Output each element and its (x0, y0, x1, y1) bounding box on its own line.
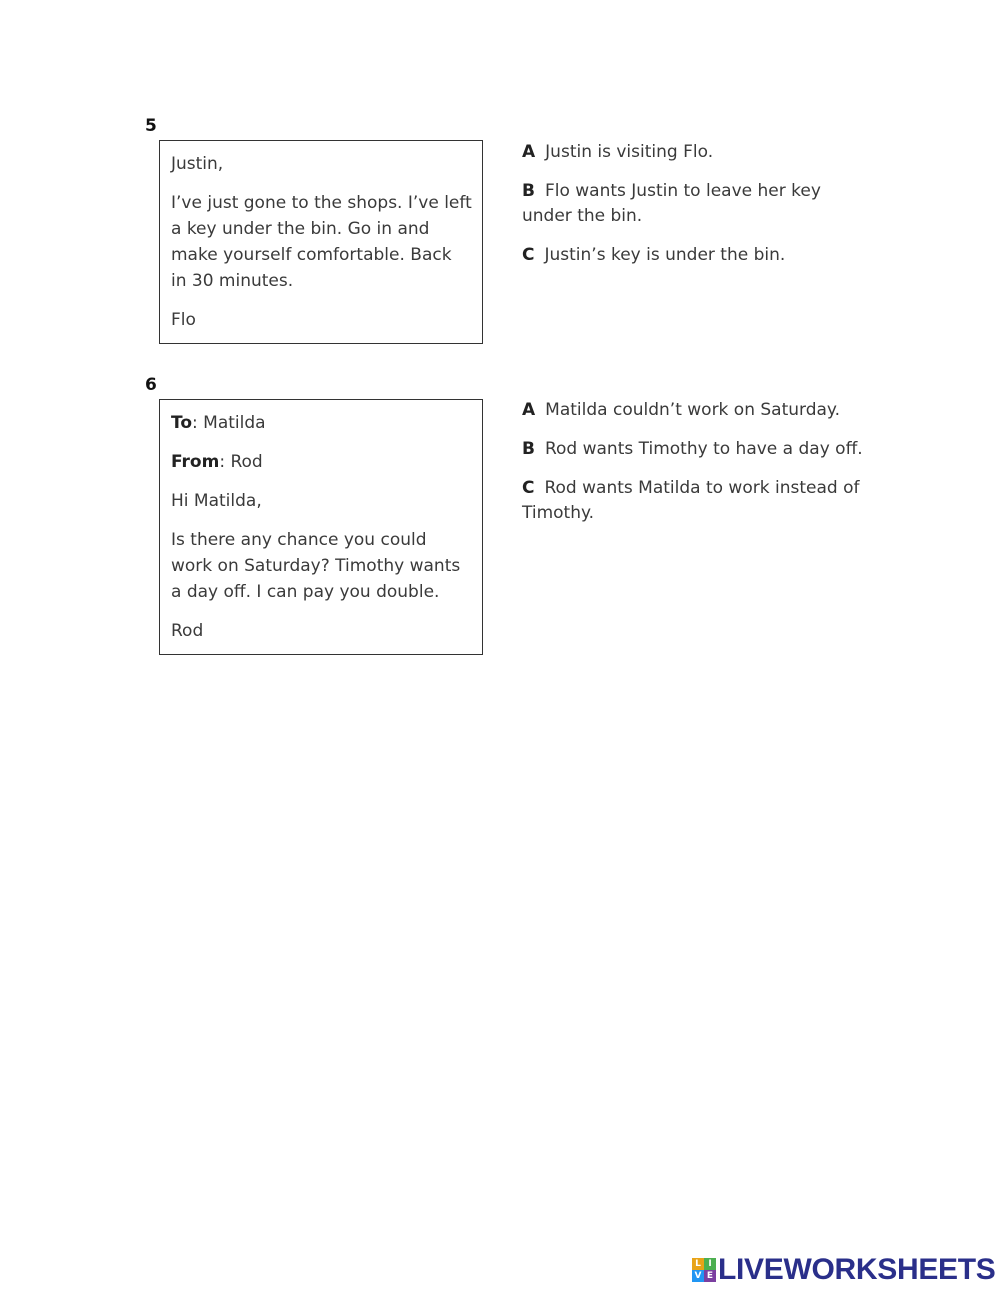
email-to-label: To (171, 413, 193, 433)
note-greeting: Justin, (171, 154, 224, 174)
email-to-value: : Matilda (192, 413, 266, 433)
options-5 (522, 140, 872, 282)
logo-text: LIVEWORKSHEETS (718, 1253, 996, 1286)
option-letter: C (522, 478, 535, 498)
option-letter: C (522, 245, 535, 265)
logo-tile-l: L (692, 1258, 704, 1270)
logo-tile-i: I (704, 1258, 716, 1270)
option-letter: A (522, 400, 536, 420)
email-greeting: Hi Matilda, (171, 491, 262, 511)
option-5c[interactable] (522, 243, 872, 268)
email-from-line (171, 449, 472, 475)
email-to-line (171, 410, 472, 436)
option-6c[interactable] (522, 476, 872, 526)
note-signoff: Flo (171, 310, 196, 330)
liveworksheets-logo (692, 1253, 996, 1287)
email-from-label: From (171, 452, 220, 472)
option-text: Justin is visiting Flo. (545, 142, 714, 162)
option-letter: A (522, 142, 536, 162)
question-number-5: 5 (145, 116, 157, 136)
email-box-6 (159, 399, 483, 655)
email-signoff: Rod (171, 621, 204, 641)
options-6 (522, 398, 872, 540)
email-from-value: : Rod (219, 452, 263, 472)
logo-tiles-icon (692, 1258, 716, 1282)
option-text: Justin’s key is under the bin. (544, 245, 786, 265)
note-box-5 (159, 140, 483, 344)
logo-tile-e: E (704, 1270, 716, 1282)
note-body: I’ve just gone to the shops. I’ve left a key under the bin. Go in and make yourself comfortable. Back in 30 minutes. (171, 193, 472, 291)
question-number-6: 6 (145, 375, 157, 395)
option-text: Rod wants Timothy to have a day off. (544, 439, 863, 459)
option-5b[interactable] (522, 179, 872, 229)
email-body: Is there any chance you could work on Saturday? Timothy wants a day off. I can pay you double. (171, 530, 461, 602)
logo-tile-v: V (692, 1270, 704, 1282)
option-5a[interactable] (522, 140, 872, 165)
option-letter: B (522, 181, 535, 201)
option-6a[interactable] (522, 398, 872, 423)
option-text: Rod wants Matilda to work instead of Timothy. (522, 478, 860, 523)
option-text: Flo wants Justin to leave her key under the bin. (522, 181, 821, 226)
option-6b[interactable] (522, 437, 872, 462)
option-letter: B (522, 439, 535, 459)
option-text: Matilda couldn’t work on Saturday. (545, 400, 840, 420)
